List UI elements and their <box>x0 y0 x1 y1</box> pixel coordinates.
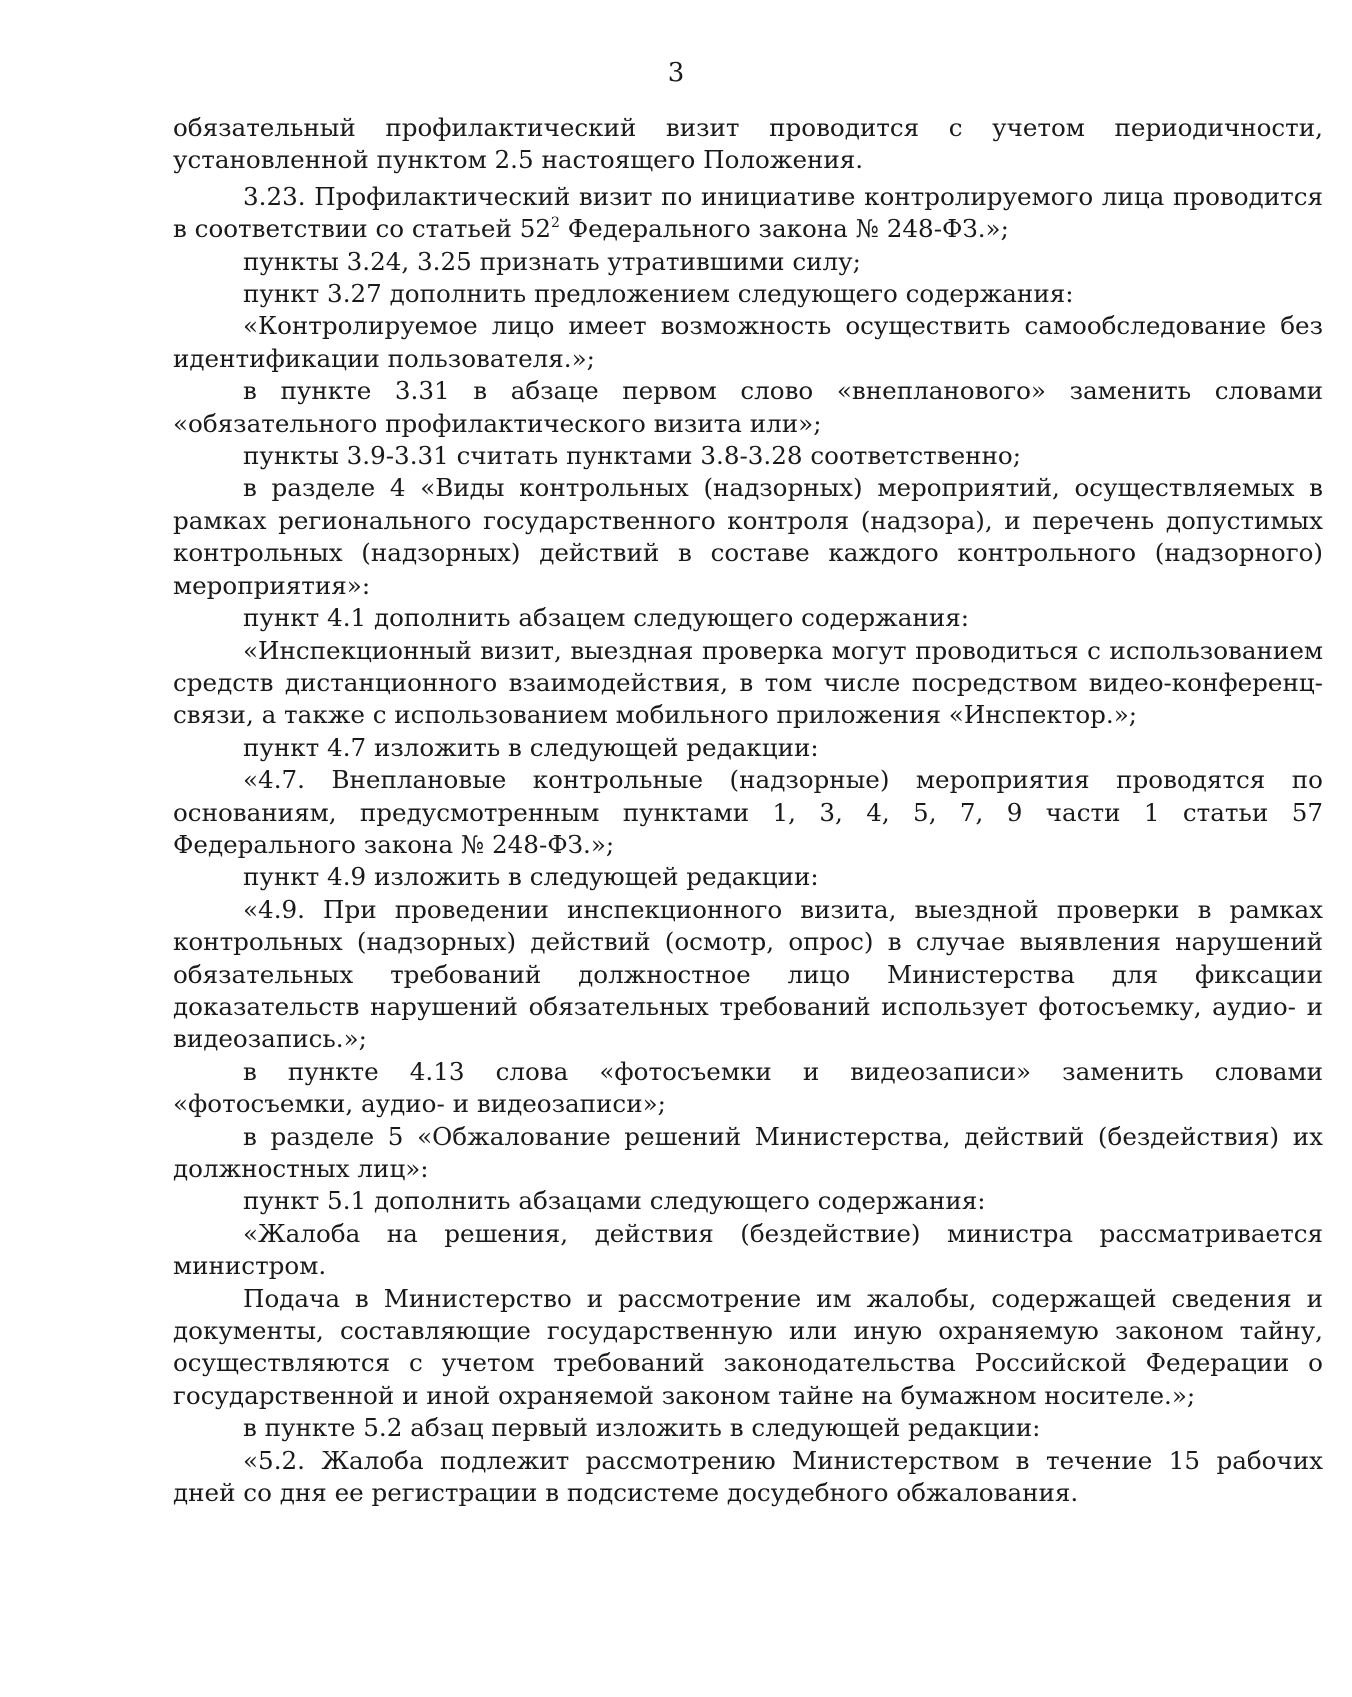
paragraph: «Жалоба на решения, действия (бездействие) министра рассматривается министром. <box>173 1218 1323 1281</box>
superscript: 2 <box>551 215 560 232</box>
paragraph: пункт 4.9 изложить в следующей редакции: <box>243 862 819 892</box>
paragraph: «Инспекционный визит, выездная проверка могут проводиться с использованием средств дистанционного взаимодействия, в том числе посредством видео-конференц-связи, а также с использованием мобильного приложения «Инспектор.»; <box>173 635 1323 730</box>
page-number: 3 <box>667 58 685 88</box>
paragraph: в разделе 5 «Обжалование решений Министерства, действий (бездействия) их должностных лиц»: <box>173 1121 1323 1183</box>
paragraph: в пункте 3.31 в абзаце первом слово «внепланового» заменить словами «обязательного профилактического визита или»; <box>173 376 1323 438</box>
paragraph: «Контролируемое лицо имеет возможность осуществить самообследование без идентификации пользователя.»; <box>173 311 1323 373</box>
paragraph: в разделе 4 «Виды контрольных (надзорных) мероприятий, осуществляемых в рамках регионального государственного контроля (надзора), и перечень допустимых контрольных (надзорных) действий в составе каждого контрольного (надзорного) мероприятия»: <box>173 473 1323 600</box>
paragraph: в пункте 4.13 слова «фотосъемки и видеозаписи» заменить словами «фотосъемки, аудио- и видеозаписи»; <box>173 1056 1323 1119</box>
paragraph: пункт 5.1 дополнить абзацами следующего содержания: <box>243 1186 986 1216</box>
paragraph: в пункте 5.2 абзац первый изложить в следующей редакции: <box>243 1413 1041 1443</box>
paragraph: «4.7. Внеплановые контрольные (надзорные) мероприятия проводятся по основаниям, предусмотренным пунктами 1, 3, 4, 5, 7, 9 части 1 статьи 57 Федерального закона № 248-ФЗ.»; <box>173 765 1323 859</box>
paragraph: «5.2. Жалоба подлежит рассмотрению Министерством в течение 15 рабочих дней со дня ее регистрации в подсистеме досудебного обжалования. <box>173 1445 1323 1508</box>
document-body <box>173 112 1323 1509</box>
paragraph: пункт 4.1 дополнить абзацем следующего содержания: <box>243 603 970 633</box>
paragraph: Подача в Министерство и рассмотрение им жалобы, содержащей сведения и документы, составляющие государственную или иную охраняемую законом тайну, осуществляются с учетом требований законодательства Российской Федерации о государственной и иной охраняемой законом тайне на бумажном носителе.»; <box>173 1283 1323 1410</box>
paragraph: «4.9. При проведении инспекционного визита, выездной проверки в рамках контрольных (надзорных) действий (осмотр, опрос) в случае выявления нарушений обязательных требований должностное лицо Министерства для фиксации доказательств нарушений обязательных требований использует фотосъемку, аудио- и видеозапись.»; <box>173 894 1323 1054</box>
paragraph: пункты 3.9-3.31 считать пунктами 3.8-3.28 соответственно; <box>243 441 1022 471</box>
paragraph: обязательный профилактический визит проводится с учетом периодичности, установленной пунктом 2.5 настоящего Положения. <box>173 113 1323 175</box>
paragraph: пункт 3.27 дополнить предложением следующего содержания: <box>243 279 1074 309</box>
paragraph: пункт 4.7 изложить в следующей редакции: <box>243 732 819 762</box>
paragraph: 3.23. Профилактический визит по инициативе контролируемого лица проводится в соответствии со статьей $52^2$ Федерального закона № 248-ФЗ.»; <box>173 181 1323 244</box>
paragraph: пункты 3.24, 3.25 признать утратившими силу; <box>243 246 861 276</box>
